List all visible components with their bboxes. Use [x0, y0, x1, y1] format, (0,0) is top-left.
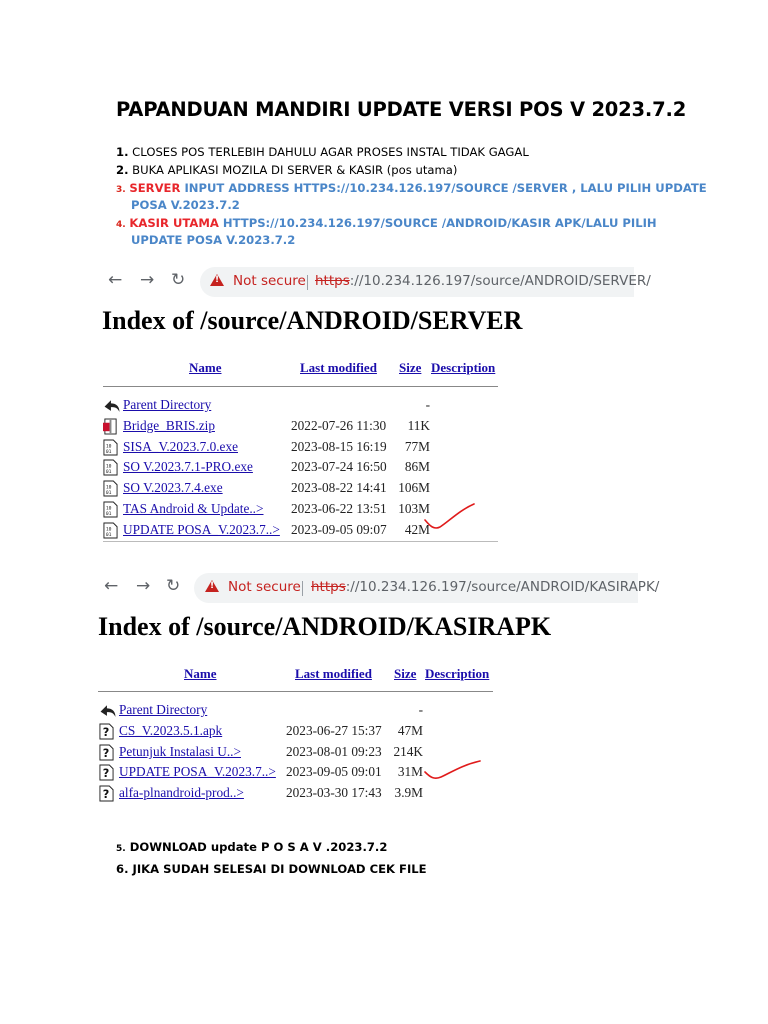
file-date: 2023-09-05 09:01: [286, 764, 382, 780]
url-scheme: https: [311, 579, 346, 595]
file-size: -: [418, 702, 423, 717]
column-header-size[interactable]: Size: [394, 666, 417, 681]
file-row: [99, 784, 499, 804]
url-scheme: https: [315, 273, 350, 289]
file-row: [99, 701, 499, 721]
url-text: [311, 579, 659, 595]
svg-text:01: 01: [105, 470, 112, 476]
file-size: 86M: [404, 459, 430, 475]
divider: [302, 581, 303, 596]
divider: [103, 386, 498, 387]
document-title: PAPANDUAN MANDIRI UPDATE VERSI POS V 2023.7.2: [116, 98, 687, 121]
file-date: 2023-09-05 09:07: [291, 521, 387, 537]
step-2: [116, 162, 457, 180]
binary-icon: [103, 439, 118, 456]
svg-text:10: 10: [105, 444, 112, 450]
back-arrow-icon[interactable]: ←: [108, 270, 123, 290]
svg-text:10: 10: [105, 464, 112, 470]
file-link[interactable]: SO V.2023.7.1-PRO.exe: [123, 459, 253, 475]
step-5: [116, 839, 387, 859]
svg-text:?: ?: [102, 725, 110, 739]
file-link[interactable]: Bridge_BRIS.zip: [123, 417, 215, 433]
reload-icon[interactable]: ↻: [171, 270, 186, 290]
svg-text:?: ?: [102, 788, 110, 802]
unknown-icon: [99, 723, 114, 740]
file-row: [103, 458, 503, 478]
step-number: 4.: [116, 220, 126, 230]
checkmark-annotation-kasirapk: [422, 757, 484, 787]
file-row: [99, 722, 499, 742]
back-icon: [103, 397, 118, 414]
file-link[interactable]: Petunjuk Instalasi U..>: [119, 743, 241, 759]
url-field[interactable]: [194, 573, 660, 603]
file-size: 214K: [393, 743, 423, 759]
divider: [307, 275, 308, 290]
binary-icon: [103, 459, 118, 476]
svg-text:?: ?: [102, 767, 110, 781]
back-arrow-icon[interactable]: ←: [104, 576, 119, 596]
file-link[interactable]: SO V.2023.7.4.exe: [123, 480, 223, 496]
column-header-description[interactable]: Description: [431, 360, 496, 375]
file-size: 42M: [404, 521, 430, 537]
url-path: ://10.234.126.197/source/ANDROID/KASIRAPK/: [345, 579, 660, 595]
column-header-last-modified[interactable]: Last modified: [300, 360, 377, 375]
step-label-server: SERVER: [129, 181, 181, 195]
address-bar-server: [100, 267, 651, 297]
file-size: 3.9M: [394, 785, 423, 801]
svg-text:10: 10: [105, 506, 112, 512]
warning-icon: [210, 274, 224, 286]
file-link[interactable]: Parent Directory: [123, 397, 212, 412]
file-link[interactable]: TAS Android & Update..>: [123, 501, 264, 516]
step-text: INPUT ADDRESS HTTPS://10.234.126.197/SOURCE /SERVER , LALU PILIH UPDATE: [180, 181, 707, 195]
file-size: 106M: [398, 480, 430, 496]
step-6: 6. JIKA SUDAH SELESAI DI DOWNLOAD CEK FILE: [116, 862, 427, 876]
binary-icon: [103, 522, 118, 539]
file-size: 11K: [407, 417, 430, 433]
file-date: 2023-06-27 15:37: [286, 722, 382, 738]
svg-text:10: 10: [105, 527, 112, 533]
reload-icon[interactable]: ↻: [166, 576, 181, 596]
step-number: 3.: [116, 185, 126, 195]
checkmark-annotation-server: [422, 500, 478, 536]
back-icon: [99, 702, 114, 719]
column-header-last-modified[interactable]: Last modified: [295, 666, 372, 681]
file-row: [103, 396, 503, 416]
svg-text:01: 01: [105, 532, 112, 538]
file-date: 2022-07-26 11:30: [291, 417, 387, 433]
warning-icon: [205, 580, 219, 592]
file-date: 2023-08-01 09:23: [286, 743, 382, 759]
url-text: [315, 273, 651, 289]
index-title-server: Index of /source/ANDROID/SERVER: [102, 306, 523, 335]
file-row: [103, 438, 503, 458]
unknown-icon: [99, 785, 114, 802]
file-link[interactable]: alfa-plnandroid-prod..>: [119, 785, 244, 801]
svg-text:10: 10: [105, 485, 112, 491]
file-date: 2023-08-22 14:41: [291, 480, 387, 496]
svg-text:01: 01: [105, 512, 112, 518]
step-text: DOWNLOAD update P O S A V .2023.7.2: [125, 840, 388, 854]
file-list-kasirapk: [99, 701, 499, 811]
address-bar-kasirapk: [100, 573, 660, 603]
file-link[interactable]: CS_V.2023.5.1.apk: [119, 722, 223, 738]
step-text: CLOSES POS TERLEBIH DAHULU AGAR PROSES INSTAL TIDAK GAGAL: [132, 145, 529, 159]
svg-text:?: ?: [102, 746, 110, 760]
file-size: 31M: [397, 764, 423, 780]
file-row: [103, 479, 503, 499]
step-text: BUKA APLIKASI MOZILA DI SERVER & KASIR (pos utama): [132, 163, 458, 177]
file-date: 2023-06-22 13:51: [291, 501, 387, 516]
file-date: 2023-08-15 16:19: [291, 438, 387, 454]
file-link[interactable]: UPDATE POSA_V.2023.7..>: [123, 521, 280, 537]
url-field[interactable]: [200, 267, 651, 297]
column-header-name[interactable]: Name: [189, 360, 222, 375]
step-number: 1.: [116, 145, 129, 159]
column-header-name[interactable]: Name: [184, 666, 217, 681]
file-link[interactable]: SISA_V.2023.7.0.exe: [123, 438, 238, 454]
column-header-description[interactable]: Description: [425, 666, 490, 681]
file-date: 2023-07-24 16:50: [291, 459, 387, 475]
forward-arrow-icon[interactable]: →: [136, 576, 151, 596]
unknown-icon: [99, 744, 114, 761]
step-4-continued: UPDATE POSA V.2023.7.2: [131, 233, 296, 247]
file-size: 77M: [404, 438, 430, 454]
not-secure-label: Not secure: [233, 273, 306, 289]
step-3-continued: POSA V.2023.7.2: [131, 198, 240, 212]
svg-text:01: 01: [105, 491, 112, 497]
file-date: 2023-03-30 17:43: [286, 785, 382, 801]
file-row: [103, 417, 503, 437]
step-number: 2.: [116, 163, 129, 177]
step-text: HTTPS://10.234.126.197/SOURCE /ANDROID/KASIR APK/LALU PILIH: [218, 216, 657, 230]
binary-icon: [103, 480, 118, 497]
zip-icon: [103, 418, 118, 435]
url-path: ://10.234.126.197/source/ANDROID/SERVER/: [349, 273, 651, 289]
file-link[interactable]: UPDATE POSA_V.2023.7..>: [119, 764, 276, 780]
file-size: 47M: [397, 722, 423, 738]
file-size: 103M: [398, 501, 430, 516]
binary-icon: [103, 501, 118, 518]
divider: [103, 541, 498, 542]
file-size: -: [425, 397, 430, 412]
column-header-size[interactable]: Size: [399, 360, 422, 375]
index-title-kasirapk: Index of /source/ANDROID/KASIRAPK: [98, 612, 552, 641]
forward-arrow-icon[interactable]: →: [140, 270, 155, 290]
step-number: 5.: [116, 844, 126, 854]
file-link[interactable]: Parent Directory: [119, 702, 208, 717]
not-secure-label: Not secure: [228, 579, 301, 595]
unknown-icon: [99, 764, 114, 781]
step-label-kasir-utama: KASIR UTAMA: [129, 216, 219, 230]
svg-text:01: 01: [105, 449, 112, 455]
divider: [98, 691, 493, 692]
step-1: [116, 144, 529, 162]
